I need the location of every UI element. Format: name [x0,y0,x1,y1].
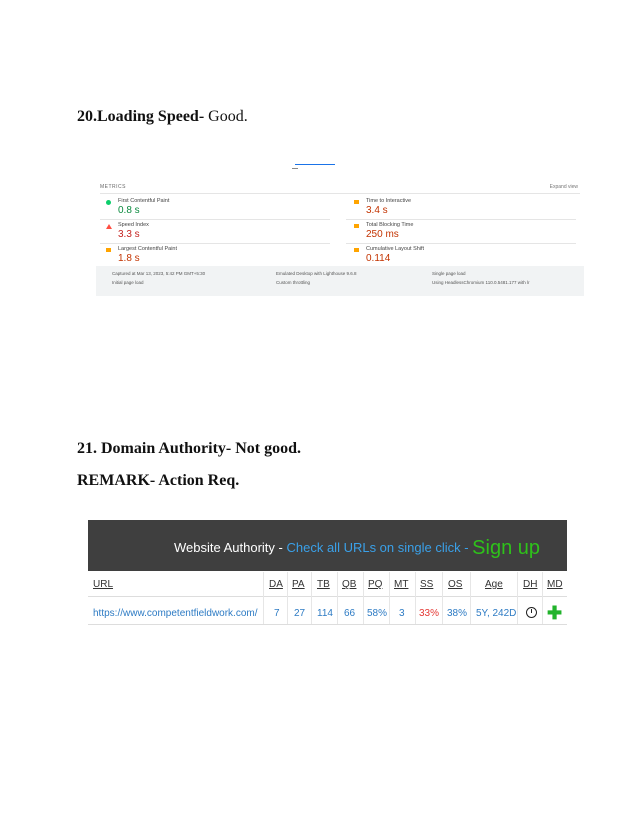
metric-title: First Contentful Paint [118,198,170,204]
column-divider [389,572,390,624]
cell-mt: 3 [399,608,405,619]
sign-up-link[interactable]: Sign up [472,537,541,559]
header-tb[interactable]: TB [317,579,330,590]
column-divider [337,572,338,624]
header-mt[interactable]: MT [394,579,409,590]
cell-tb: 114 [317,608,333,619]
url-link[interactable]: https://www.competentfieldwork.com/ [93,608,258,619]
metric-value: 3.3 s [118,229,140,240]
column-divider [363,572,364,624]
section-21-verdict: Not good. [235,440,302,457]
metric-value: 0.8 s [118,205,140,216]
header-pa[interactable]: PA [292,579,305,590]
divider [100,243,330,244]
website-authority-widget [88,520,567,648]
header-ss[interactable]: SS [420,579,434,590]
header-dh[interactable]: DH [523,579,538,590]
row-divider [88,624,567,625]
header-url[interactable]: URL [93,579,114,590]
header-md[interactable]: MD [547,579,563,590]
section-20-heading [77,108,248,126]
header-da[interactable]: DA [269,579,283,590]
header-age[interactable]: Age [485,579,503,590]
metric-first-contentful-paint [106,198,306,220]
average-icon [354,248,359,252]
throttling-text: Custom throttling [276,280,311,285]
cell-age: 5Y, 242D [476,608,517,619]
metrics-label: METRICS [100,184,126,190]
metric-value: 250 ms [366,229,399,240]
cell-da: 7 [274,608,280,619]
section-20-title: 20.Loading Speed- [77,108,205,125]
divider [100,193,580,194]
metric-title: Speed Index [118,222,149,228]
metric-time-to-interactive [354,198,554,220]
metric-speed-index [106,222,306,244]
expand-view-link[interactable]: Expand view [549,184,578,190]
average-icon [106,248,111,252]
section-20-verdict: Good. [208,108,248,125]
banner-title: Website Authority - [174,540,287,555]
cell-pq: 58% [367,608,388,619]
metric-value: 3.4 s [366,205,388,216]
captured-at-text: Captured at Mar 13, 2023, 5:42 PM GMT+5:30 [112,271,206,276]
column-divider [263,572,264,624]
column-divider [542,572,543,624]
section-21-title: 21. Domain Authority- [77,440,232,457]
column-divider [470,572,471,624]
divider [346,219,576,220]
fail-icon [106,224,112,229]
domain-history-clock-icon[interactable] [526,607,537,618]
metric-title: Largest Contentful Paint [118,246,178,252]
column-divider [442,572,443,624]
average-icon [354,224,359,228]
average-icon [354,200,359,204]
cell-qb: 66 [344,608,356,619]
section-21-heading [77,440,301,458]
metric-value: 0.114 [366,253,391,264]
metric-title: Cumulative Layout Shift [366,246,425,252]
browser-version-text: Using HeadlessChromium 110.0.5481.177 with lr [432,280,530,285]
runtime-settings-footer [96,266,584,296]
metric-title: Total Blocking Time [366,222,414,228]
lighthouse-metrics-panel [96,160,584,296]
divider [346,243,576,244]
cell-ss: 33% [419,608,440,619]
header-os[interactable]: OS [448,579,463,590]
cell-pa: 27 [294,608,306,619]
header-pq[interactable]: PQ [368,579,383,590]
add-more-data-plus-icon[interactable]: ✚ [547,603,563,623]
metric-title: Time to Interactive [366,198,412,204]
tab-indicator-dash [292,168,298,169]
initial-load-text: Initial page load [112,280,144,285]
single-load-text: Single page load [432,271,466,276]
cell-os: 38% [447,608,468,619]
column-divider [517,572,518,624]
remark-text: REMARK- Action Req. [77,472,240,489]
emulated-text: Emulated Desktop with Lighthouse 9.6.8 [276,271,357,276]
metric-cumulative-layout-shift [354,246,554,268]
column-divider [415,572,416,624]
check-all-urls-link[interactable]: Check all URLs on single click - [286,540,473,555]
metric-value: 1.8 s [118,253,140,264]
authority-banner [88,520,567,571]
metric-largest-contentful-paint [106,246,306,268]
header-qb[interactable]: QB [342,579,357,590]
pass-icon [106,200,111,205]
active-tab-underline [295,164,335,165]
row-divider [88,596,567,597]
column-divider [287,572,288,624]
metric-total-blocking-time [354,222,554,244]
column-divider [311,572,312,624]
divider [100,219,330,220]
